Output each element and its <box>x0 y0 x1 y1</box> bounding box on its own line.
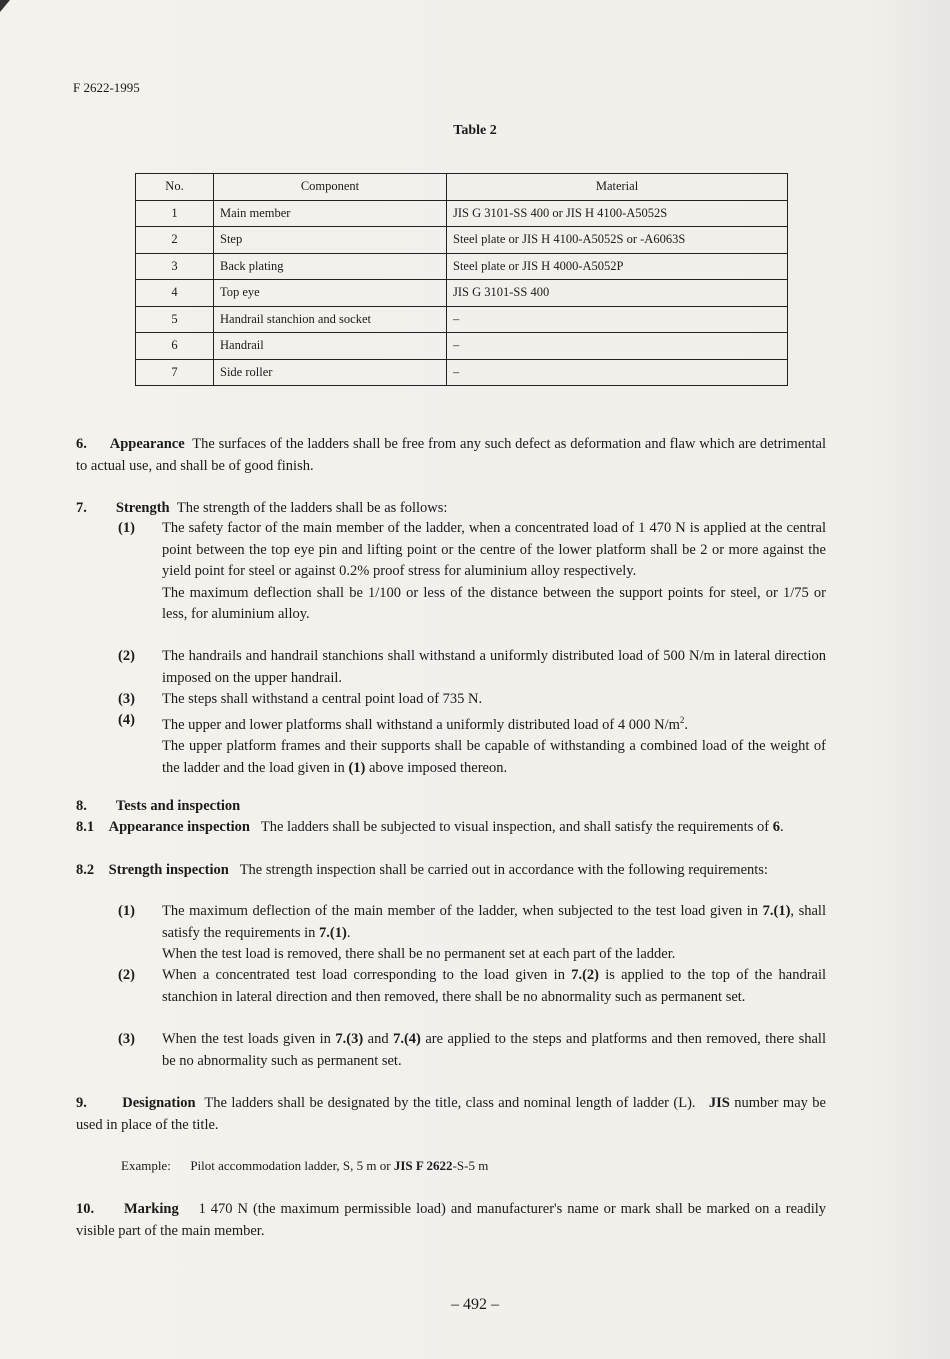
table-row <box>136 280 788 307</box>
item-number: (1) <box>118 903 135 919</box>
cross-reference: 7.(4) <box>393 1031 421 1047</box>
item-text: The steps shall withstand a central point load of 735 N. <box>162 691 483 707</box>
item-number: (4) <box>118 712 135 728</box>
section-text: . <box>779 819 784 835</box>
item-text <box>162 710 826 736</box>
section-text-bold: JIS <box>708 1095 730 1111</box>
item-text-part: The upper platform frames and their supports shall be capable of withstanding a combined load of the weight of the ladder and the load given in <box>162 738 826 776</box>
table-row <box>136 227 788 254</box>
item-text-part: The maximum deflection of the main member of the ladder, when subjected to the test load given in <box>162 903 763 919</box>
item-number: (3) <box>118 1031 135 1047</box>
section-title: Appearance <box>109 436 185 452</box>
item-text-part: above imposed thereon. <box>365 759 508 776</box>
document-number: F 2622-1995 <box>73 80 140 95</box>
table-row <box>136 200 788 227</box>
row-no: 6 <box>136 333 214 360</box>
row-material: – <box>447 333 788 360</box>
table-row <box>136 253 788 280</box>
strength-item-3 <box>118 689 826 711</box>
table-row <box>136 306 788 333</box>
item-text-part: . <box>684 716 688 733</box>
row-material: – <box>447 306 788 333</box>
row-component: Step <box>214 227 447 254</box>
section-title: Strength inspection <box>108 862 229 878</box>
section-title: Appearance inspection <box>108 819 250 835</box>
header-component: Component <box>214 174 447 201</box>
row-no: 4 <box>136 280 214 307</box>
inspection-item-3 <box>118 1029 826 1072</box>
section-text: 1 470 N (the maximum permissible load) and manufacturer's name or mark shall be marked on a readily visible part of the main member. <box>76 1201 827 1239</box>
item-text-part: . <box>346 924 351 941</box>
section-text: The surfaces of the ladders shall be free from any such defect as deformation and flaw which are detrimental to actual use, and shall be of good finish. <box>76 436 827 474</box>
row-component: Side roller <box>214 359 447 386</box>
superscript: 2 <box>679 715 685 725</box>
designation-example <box>121 1158 488 1174</box>
example-text: Pilot accommodation ladder, S, 5 m or <box>190 1158 394 1173</box>
section-text: The ladders shall be subjected to visual inspection, and shall satisfy the requirements of <box>260 819 773 835</box>
inspection-item-2 <box>118 965 826 1008</box>
item-text: The handrails and handrail stanchions shall withstand a uniformly distributed load of 500 N/m in lateral direction imposed on the upper handrail. <box>162 648 826 686</box>
example-label: Example: <box>121 1158 171 1173</box>
section-text: The ladders shall be designated by the title, class and nominal length of ladder (L). <box>204 1095 696 1111</box>
section-number: 8.2 <box>76 862 95 878</box>
table-caption: Table 2 <box>453 123 497 138</box>
section-title: Strength <box>115 500 170 516</box>
table-row <box>136 359 788 386</box>
example-text: -S-5 m <box>452 1158 489 1173</box>
item-text <box>162 1029 826 1072</box>
row-no: 1 <box>136 200 214 227</box>
table-row <box>136 333 788 360</box>
section-7-strength <box>76 498 826 520</box>
item-text <box>162 736 826 779</box>
section-number: 8.1 <box>76 819 95 835</box>
section-number: 10. <box>76 1201 95 1217</box>
strength-item-2 <box>118 646 826 689</box>
section-text: The strength inspection shall be carried out in accordance with the following requirements: <box>239 862 768 878</box>
cross-reference: 6 <box>772 819 780 835</box>
strength-item-1 <box>118 518 826 626</box>
row-material: JIS G 3101-SS 400 <box>447 280 788 307</box>
row-material: JIS G 3101-SS 400 or JIS H 4100-A5052S <box>447 200 788 227</box>
cross-reference: 7.(1) <box>762 903 791 919</box>
row-component: Back plating <box>214 253 447 280</box>
row-no: 5 <box>136 306 214 333</box>
item-text-part: The upper and lower platforms shall withstand a uniformly distributed load of 4 000 N/m <box>162 716 680 733</box>
section-title: Tests and inspection <box>115 798 241 814</box>
materials-table <box>135 173 788 386</box>
row-component: Handrail stanchion and socket <box>214 306 447 333</box>
item-text: The maximum deflection shall be 1/100 or less of the distance between the support points for steel, or 1/75 or less, for aluminium alloy. <box>162 584 826 622</box>
item-text-part: are applied to the steps and platforms and then removed, there shall be no abnormality such as permanent set. <box>162 1031 826 1069</box>
section-6-appearance <box>76 434 826 477</box>
row-material: Steel plate or JIS H 4000-A5052P <box>447 253 788 280</box>
row-no: 3 <box>136 253 214 280</box>
strength-item-4 <box>118 710 826 779</box>
header-no: No. <box>136 174 214 201</box>
section-title: Marking <box>123 1201 179 1217</box>
section-number: 7. <box>76 500 87 516</box>
row-component: Handrail <box>214 333 447 360</box>
row-material: – <box>447 359 788 386</box>
cross-reference: 7.(1) <box>319 924 347 941</box>
cross-reference: 7.(2) <box>571 967 599 983</box>
item-number: (1) <box>118 520 135 536</box>
item-text: When the test load is removed, there shall be no permanent set at each part of the ladder. <box>162 946 676 962</box>
section-8-tests <box>76 796 826 818</box>
section-title: Designation <box>122 1095 196 1111</box>
section-number: 6. <box>76 436 87 452</box>
header-material: Material <box>447 174 788 201</box>
section-8-1 <box>76 817 826 839</box>
section-number: 8. <box>76 798 87 814</box>
item-number: (2) <box>118 967 135 983</box>
page-number: – 492 – <box>451 1296 499 1313</box>
item-text-part: When the test loads given in <box>162 1031 336 1047</box>
item-text-part: is applied to the top of the handrail stanchion in lateral direction and then removed, there shall be no abnormality such as permanent set. <box>162 967 827 1005</box>
row-component: Main member <box>214 200 447 227</box>
section-10-marking <box>76 1199 826 1242</box>
section-9-designation <box>76 1093 826 1136</box>
item-text: The safety factor of the main member of the ladder, when a concentrated load of 1 470 N is applied at the central point between the top eye pin and lifting point or the centre of the lower platform shall be 2 or more against the yield point for steel or against 0.2% proof stress for aluminium alloy respectively. <box>162 520 826 579</box>
table-header-row <box>136 174 788 201</box>
item-text-part: When a concentrated test load corresponding to the load given in <box>162 967 572 983</box>
row-no: 2 <box>136 227 214 254</box>
item-text-part: , shall satisfy the requirements in <box>162 903 826 941</box>
item-text-part: and <box>363 1031 394 1047</box>
cross-reference: 7.(3) <box>335 1031 364 1047</box>
row-component: Top eye <box>214 280 447 307</box>
section-text: number may be used in place of the title. <box>76 1095 826 1133</box>
page-corner-mark <box>0 0 10 12</box>
section-number: 9. <box>76 1095 87 1111</box>
example-code: JIS F 2622 <box>393 1158 453 1173</box>
cross-reference: (1) <box>348 759 366 776</box>
item-text <box>162 965 826 1008</box>
section-8-2 <box>76 860 826 882</box>
item-number: (3) <box>118 691 135 707</box>
item-text <box>162 901 826 944</box>
row-no: 7 <box>136 359 214 386</box>
inspection-item-1 <box>118 901 826 966</box>
row-material: Steel plate or JIS H 4100-A5052S or -A6063S <box>447 227 788 254</box>
section-text: The strength of the ladders shall be as follows: <box>176 500 448 516</box>
item-number: (2) <box>118 648 135 664</box>
